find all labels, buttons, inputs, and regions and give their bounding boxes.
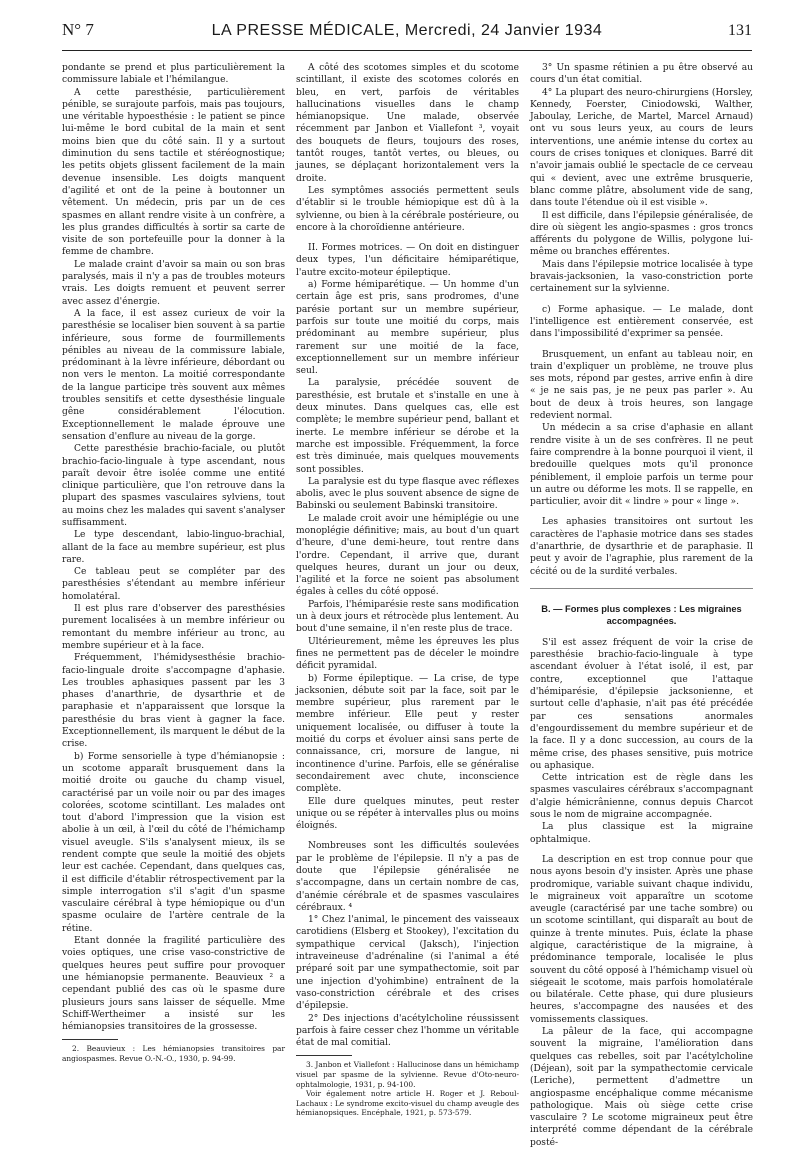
- footnote-rule: [62, 1039, 118, 1040]
- footnote: Voir également notre article H. Roger et J. Reboul-Lachaux : Le syndrome excito-visuel du champ aveugle des hémianopsiques. Encéphale, 1921, p. 573-579.: [296, 1089, 519, 1118]
- paragraph: A côté des scotomes simples et du scotome scintillant, il existe des scotomes colorés en bleu, en vert, parfois de véritables hallucinations visuelles dans le champ hémianopsique. Une malade, observée récemment par Janbon et Viallefont ³, voyait des bouquets de fleurs, toujours des roses, tantôt rouges, tantôt vertes, ou bleues, ou jaunes, se déplaçant horizontalement vers la droite.: [296, 63, 519, 184]
- paragraph: b) Forme épileptique. — La crise, de type jacksonien, débute soit par la face, soit par le membre supérieur, plus rarement par le membre inférieur. Elle peut y rester uniquement localisée, ou diffuser à toute la moitié du corps et évoluer ainsi sans perte de connaissance, cri, morsure de langue, ni incontinence d'urine. Parfois, elle se généralise secondairement avec chute, inconscience complète.: [296, 673, 519, 795]
- paragraph: Elle dure quelques minutes, peut rester unique ou se répéter à intervalles plus ou moins éloignés.: [296, 796, 519, 832]
- paragraph: 4° La plupart des neuro-chirurgiens (Horsley, Kennedy, Foerster, Ciniodowski, Walther, Jaboulay, Leriche, de Martel, Marcel Arnaud) ont vu sous leurs yeux, au cours de leurs interventions, une anémie intense du cortex au cours de crises toniques et cloniques. Barré dit n'avoir jamais oublié le spectacle de ce cerveau qui « devient, avec une extrême brusquerie, blanc comme plâtre, absolument vide de sang, dans toute l'étendue où il est visible ».: [530, 87, 753, 209]
- paragraph: a) Forme hémiparétique. — Un homme d'un certain âge est pris, sans prodromes, d'une parésie portant sur un membre supérieur, parfois sur toute une moitié du corps, mais prédominant au membre supérieur, plus rarement sur une moitié de la face, exceptionnellement sur un membre inférieur seul.: [296, 280, 519, 377]
- paragraph: La pâleur de la face, qui accompagne souvent la migraine, l'amélioration dans quelques cas rebelles, soit par l'acétylcholine (Déjean), soit par la sympathectomie cervicale (Leriche), permettent d'admettre un angiospasme encéphalique comme mécanisme pathologique. Mais où siège cette crise vasculaire ? Le scotome migraineux peut être interprété comme dépendant de la cérébrale posté-: [530, 1027, 753, 1148]
- column-3: [530, 62, 753, 1148]
- header-rule: [62, 50, 752, 51]
- paragraph: Le malade craint d'avoir sa main ou son bras paralysés, mais il n'y a pas de troubles moteurs vrais. Les doigts remuent et peuvent serrer avec assez d'énergie.: [62, 259, 285, 307]
- paragraph: Etant donnée la fragilité particulière des voies optiques, une crise vaso-constrictive de quelques heures peut suffire pour provoquer une hémianopsie permanente. Beauvieux ² a cependant publié des cas où le spasme dure plusieurs jours sans laisser de séquelle. Mme Schiff-Wertheimer a insisté sur les hémianopsies transitoires de la grossesse.: [62, 936, 285, 1033]
- page-number: 131: [728, 22, 752, 39]
- paragraph: c) Forme aphasique. — Le malade, dont l'intelligence est entièrement conservée, est dans l'impossibilité d'exprimer sa pensée.: [530, 304, 753, 340]
- section-heading: B. — Formes plus complexes : Les migraines accompagnées.: [541, 603, 742, 626]
- paragraph: Ultérieurement, même les épreuves les plus fines ne permettent pas de déceler le moindre déficit pyramidal.: [296, 636, 519, 672]
- paragraph: Le malade croit avoir une hémiplégie ou une monoplégie définitive; mais, au bout d'un quart d'heure, d'une demi-heure, tout rentre dans l'ordre. Cependant, il arrive que, durant quelques heures, durant un jour ou deux, l'agilité et la force ne soient pas absolument égales à celles du côté opposé.: [296, 513, 519, 598]
- paragraph: Fréquemment, l'hémidysesthésie brachio-facio-linguale droite s'accompagne d'aphasie. Les troubles aphasiques passent par les 3 phases d'anarthrie, de dysarthrie et de paraphasie et n'apparaissent que lorsque la paresthésie du bras vient à gagner la face. Exceptionnellement, ils marquent le début de la crise.: [62, 653, 285, 750]
- paragraph: Un médecin a sa crise d'aphasie en allant rendre visite à un de ses confrères. Il ne peut faire comprendre à la bonne pourquoi il vient, il bredouille quelques mots qu'il prononce péniblement, il emploie parfois un terme pour un autre ou déforme les mots. Il se rappelle, en particulier, avoir dit « lindre » pour « linge ».: [530, 423, 753, 508]
- paragraph: Ce tableau peut se compléter par des paresthésies s'étendant au membre inférieur homolatéral.: [62, 567, 285, 602]
- paragraph: 3° Un spasme rétinien a pu être observé au cours d'un état comitial.: [530, 63, 753, 86]
- paragraph: Les aphasies transitoires ont surtout les caractères de l'aphasie motrice dans ses stades d'anarthrie, de dysarthrie et de paraphasie. Il peut y avoir de l'agraphie, plus rarement de la cécité ou de la surdité verbales.: [530, 517, 753, 577]
- paragraph: Il est difficile, dans l'épilepsie généralisée, de dire où siègent les angio-spasmes : gros troncs afférents du polygone de Willis, polygone lui-même ou branches efférentes.: [530, 210, 753, 258]
- journal-name: LA PRESSE MÉDICALE,: [211, 22, 400, 39]
- paragraph: La paralysie est du type flasque avec réflexes abolis, avec le plus souvent absence de signe de Babinski ou seulement Babinski transitoire.: [296, 476, 519, 512]
- paragraph: 2° Des injections d'acétylcholine réussissent parfois à faire cesser chez l'homme un véritable état de mal comitial.: [296, 1013, 519, 1049]
- paragraph: Cette paresthésie brachio-faciale, ou plutôt brachio-facio-linguale à type ascendant, nous paraît devoir être isolée comme une entité clinique particulière, que l'on retrouve dans la plupart des spasmes vasculaires sylviens, tout au moins chez les malades qui savent s'analyser suffisamment.: [62, 444, 285, 528]
- paragraph: 1° Chez l'animal, le pincement des vaisseaux carotidiens (Elsberg et Stookey), l'excitation du sympathique cervical (Jaksch), l'injection intraveineuse d'adrénaline (si l'animal a été préparé soit par une sympathectomie, soit par une injection d'yohimbine) entraînent de la vaso-constriction cérébrale et des crises d'épilepsie.: [296, 915, 519, 1012]
- issue-date: Mercredi, 24 Janvier 1934: [404, 22, 603, 39]
- paragraph: b) Forme sensorielle à type d'hémianopsie : un scotome apparaît brusquement dans la moitié droite ou gauche du champ visuel, caractérisé par un voile noir ou par des images colorées, scotome scintillant. Les malades ont tout d'abord l'impression que la vision est abolie à un œil, à l'œil du côté de l'hémichamp visuel aveugle. S'ils s'analysent mieux, ils se rendent compte que seule la moitié des objets leur est cachée. Cependant, dans quelques cas, il est difficile d'établir rétrospectivement par la simple interrogation s'il s'agit d'un spasme vasculaire cérébral à type hémiopique ou d'un spasme oculaire de l'artère centrale de la rétine.: [62, 751, 285, 934]
- paragraph: Brusquement, un enfant au tableau noir, en train d'expliquer un problème, ne trouve plus ses mots, répond par gestes, arrive enfin à dire « je ne sais pas, je ne peux pas parler ». Au bout de deux à trois heures, son langage redevient normal.: [530, 349, 753, 422]
- issue-number: N° 7: [62, 20, 94, 39]
- page-header: [62, 20, 752, 50]
- paragraph: S'il est assez fréquent de voir la crise de paresthésie brachio-facio-linguale à type ascendant évoluer à l'état isolé, il est, par contre, exceptionnel que l'attaque d'hémiparésie, d'épilepsie jacksonienne, et surtout celle d'aphasie, n'ait pas été précédée par ces sensations anormales d'engourdissement du membre supérieur et de la face. Il y a donc succession, au cours de la même crise, des phases sensitive, puis motrice ou aphasique.: [530, 637, 753, 771]
- paragraph: Nombreuses sont les difficultés soulevées par le problème de l'épilepsie. Il n'y a pas de doute que l'épilepsie généralisée ne s'accompagne, dans un certain nombre de cas, d'anémie cérébrale et de spasmes vasculaires cérébraux. ⁴: [296, 841, 519, 913]
- footnote: 2. Beauvieux : Les hémianopsies transitoires par angiospasmes. Revue O.-N.-O., 1930, p. 94-99.: [62, 1044, 285, 1064]
- paragraph: Les symptômes associés permettent seuls d'établir si le trouble hémiopique est dû à la sylvienne, ou bien à la cérébrale postérieure, ou encore à la choroïdienne antérieure.: [296, 185, 519, 233]
- running-title: [132, 22, 682, 40]
- paragraph: Il est plus rare d'observer des paresthésies purement localisées à un membre inférieur ou remontant du membre inférieur au tronc, au membre supérieur et à la face.: [62, 604, 285, 651]
- section-separator: [530, 588, 753, 589]
- paragraph: La paralysie, précédée souvent de paresthésie, est brutale et s'installe en une à deux minutes. Dans quelques cas, elle est complète; le membre supérieur pend, ballant et inerte. Le membre inférieur se dérobe et la marche est impossible. Fréquemment, la force est très diminuée, mais quelques mouvements sont possibles.: [296, 378, 519, 475]
- column-2: [296, 62, 519, 1118]
- paragraph: Cette intrication est de règle dans les spasmes vasculaires cérébraux s'accompagnant d'algie hémicrânienne, connus depuis Charcot sous le nom de migraine accompagnée.: [530, 773, 753, 821]
- paragraph: A cette paresthésie, particulièrement pénible, se surajoute parfois, mais pas toujours, une véritable hypoesthésie : le patient se pince lui-même le bord cubital de la main et sent moins bien que du côté sain. Il y a surtout diminution du sens tactile et stéréognostique; les petits objets glissent facilement de la main devenue insensible. Les doigts manquent d'agilité et ont de la peine à boutonner un vêtement. Un médecin, pris par un de ces spasmes en allant rendre visite à un confrère, a les plus grandes difficultés à sortir sa carte de visite de son portefeuille pour la donner à la femme de chambre.: [62, 87, 285, 258]
- paragraph: pondante se prend et plus particulièrement la commissure labiale et l'hémilangue.: [62, 63, 285, 86]
- paragraph: A la face, il est assez curieux de voir la paresthésie se localiser bien souvent à sa partie inférieure, sous forme de fourmillements pénibles au niveau de la commissure labiale, prédominant à la lèvre inférieure, débordant ou non vers le menton. La moitié correspondante de la langue participe très souvent aux mêmes troubles sensitifs et cette dysesthésie linguale gêne considérablement l'élocution. Exceptionnellement le malade éprouve une sensation d'enflure au niveau de la gorge.: [62, 308, 285, 442]
- paragraph: Le type descendant, labio-linguo-brachial, allant de la face au membre supérieur, est plus rare.: [62, 530, 285, 565]
- paragraph: La description en est trop connue pour que nous ayons besoin d'y insister. Après une phase prodromique, variable suivant chaque individu, le migraineux voit apparaître un scotome aveugle (caractérisé par une tache sombre) ou un scotome scintillant, qui disparaît au bout de quinze à trente minutes. Puis, éclate la phase algique, caractéristique de la migraine, à prédominance temporale, localisée le plus souvent du côté opposé à l'hémichamp visuel où siégeait le scotome, mais parfois homolatérale ou bilatérale. Cette phase, qui dure plusieurs heures, s'accompagne des nausées et des vomissements classiques.: [530, 854, 753, 1025]
- section-intro: II. Formes motrices. — On doit en distinguer deux types, l'un déficitaire hémiparétique, l'autre excito-moteur épileptique.: [296, 243, 519, 278]
- footnote: 3. Janbon et Viallefont : Hallucinose dans un hémichamp visuel par spasme de la sylvienne. Revue d'Oto-neuro-ophtalmologie, 1931, p. 94-100.: [296, 1060, 519, 1089]
- column-1: [62, 62, 285, 1067]
- paragraph: Mais dans l'épilepsie motrice localisée à type bravais-jacksonien, la vaso-constriction porte certainement sur la sylvienne.: [530, 259, 753, 295]
- footnote-rule: [296, 1055, 352, 1056]
- paragraph: Parfois, l'hémiparésie reste sans modification un à deux jours et rétrocède plus lentement. Au bout d'une semaine, il n'en reste plus de trace.: [296, 599, 519, 635]
- paragraph: La plus classique est la migraine ophtalmique.: [530, 822, 753, 845]
